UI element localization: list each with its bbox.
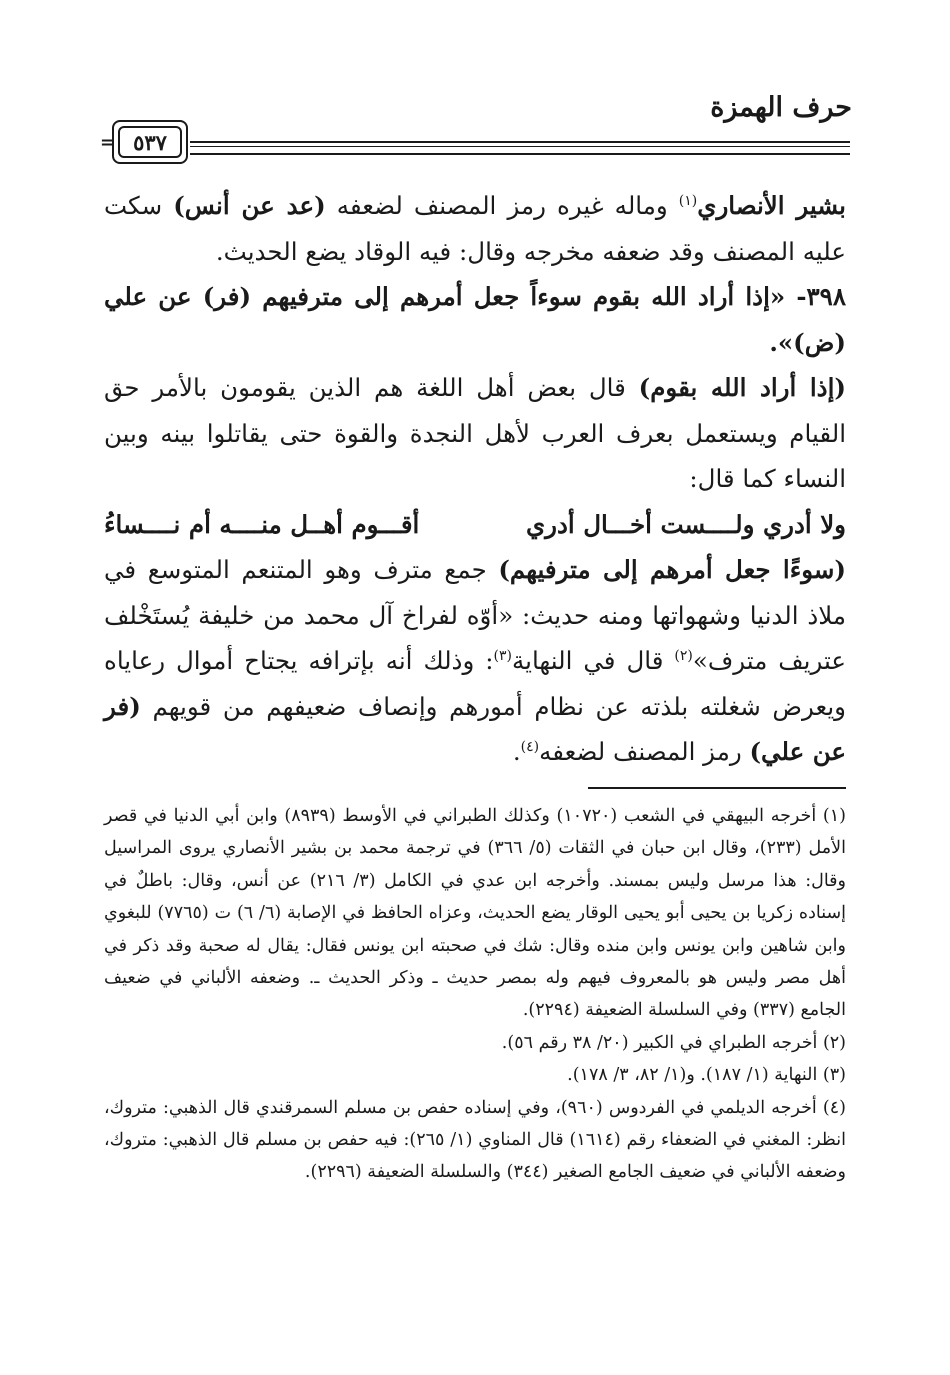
footnote-separator bbox=[588, 787, 846, 789]
text-run: . bbox=[512, 737, 521, 766]
footnote-4: (٤) أخرجه الديلمي في الفردوس (٩٦٠)، وفي إسناده حفص بن مسلم السمرقندي قال الذهبي: متروك، انظر: المغني في الضعفاء رقم (١٦١٤) قال المناوي (١/ ٢٦٥): فيه حفص بن مسلم قال الذهبي: متروك، وضعفه الألباني في ضعيف الجامع الصغير (٣٤٤) والسلسلة الضعيفة (٢٢٩٦). bbox=[104, 1097, 846, 1183]
main-text bbox=[104, 183, 846, 775]
source-code: (عد عن أنس) bbox=[173, 191, 326, 220]
bold-term: (سوءًا جعل أمرهم إلى مترفيهم) bbox=[498, 555, 847, 584]
text-run: قال بعض أهل اللغة هم الذين يقومون بالأمر حق القيام ويستعمل بعرف العرب لأهل النجدة والقوة حتى يقاتلوا بينه وبين النساء كما قال: bbox=[104, 373, 846, 493]
footnote-ref-3: (٣) bbox=[493, 647, 512, 664]
footnote-3: (٣) النهاية (١/ ١٨٧). و(١/ ٨٢، ٣/ ١٧٨). bbox=[567, 1065, 846, 1086]
text-run: : وذلك أنه بإترافه يجتاح أموال رعاياه ويعرض شغلته بلذته عن نظام أمورهم وإنصاف ضعيفهم من قويهم bbox=[104, 646, 846, 721]
footnote-ref-1: (١) bbox=[678, 192, 698, 209]
footnotes bbox=[104, 800, 846, 1189]
text-run: وماله غيره رمز المصنف لضعفه bbox=[325, 191, 679, 220]
text-run: جمع مترف وهو المتنعم المتوسع في ملاذ الدنيا وشهواتها ومنه حديث: «أوّه لفراخ آل محمد من خليفة يُستَخْلف عتريف مترف» bbox=[104, 555, 846, 675]
bold-term: بشير الأنصاري bbox=[697, 191, 847, 220]
verse-second-hemistich: أقـــوم أهــل منــــه أم نــــساءُ bbox=[104, 509, 420, 539]
paragraph-1 bbox=[104, 183, 846, 274]
bold-term: (إذا أراد الله بقوم) bbox=[638, 373, 846, 402]
page-number-frame bbox=[100, 120, 186, 164]
footnote-1: (١) أخرجه البيهقي في الشعب (١٠٧٢٠) وكذلك الطبراني في الأوسط (٨٩٣٩) وابن أبي الدنيا في قصر الأمل (٢٣٣)، وقال ابن حبان في الثقات (٥/ ٣٦٦) في ترجمة محمد بن بشير الأنصاري يروى المراسيل وقال: هذا مرسل وليس بمسند. وأخرجه ابن عدي في الكامل (٣/ ٢١٦) عن أنس، وقال: باطلٌ في إسناده زكريا بن يحيى أبو يحيى الوقار يضع الحديث، وعزاه الحافظ في الإصابة (٦/ ٦) ت (٧٧٦٥) للبغوي وابن شاهين وابن يونس وابن منده وقال: شك في صحبته ابن يونس فقال: يقال له صحبة وقد ذكر في أهل مصر وليس هو بالمعروف فيهم وله بمصر حديث ـ وذكر الحديث ـ. وضعفه الألباني في ضعيف الجامع (٣٣٧) وفي السلسلة الضعيفة (٢٢٩٤). bbox=[104, 806, 846, 1021]
footnote-2: (٢) أخرجه الطبراي في الكبير (٢٠/ ٣٨ رقم ٥٦). bbox=[501, 1032, 846, 1053]
footnote-ref-4: (٤) bbox=[520, 738, 540, 755]
text-run: سكت عليه المصنف وقد ضعفه مخرجه وقال: فيه الوقاد يضع الحديث. bbox=[104, 191, 846, 266]
footnote-ref-2: (٢) bbox=[674, 647, 693, 664]
hadith-398 bbox=[104, 274, 846, 365]
paragraph-3 bbox=[104, 365, 846, 502]
verse-first-hemistich: ولا أدري ولــــست أخـــال أدري bbox=[525, 509, 846, 539]
text-run: رمز المصنف لضعفه bbox=[539, 737, 750, 766]
text-run: قال في النهاية bbox=[512, 646, 675, 675]
page-number: ٥٣٧ bbox=[118, 126, 182, 158]
running-title: حرف الهمزة bbox=[710, 92, 852, 123]
header-rule bbox=[100, 130, 850, 170]
paragraph-4 bbox=[104, 547, 846, 775]
hadith-text: ٣٩٨- «إذا أراد الله بقوم سوءاً جعل أمرهم إلى مترفيهم (فر) عن علي (ض)». bbox=[104, 282, 846, 357]
poetry-verse bbox=[104, 502, 846, 548]
header-double-line bbox=[190, 141, 850, 155]
page-mark: = bbox=[100, 132, 116, 153]
page-number-outer-frame bbox=[112, 120, 188, 164]
source-code: (فر عن علي) bbox=[104, 691, 846, 766]
